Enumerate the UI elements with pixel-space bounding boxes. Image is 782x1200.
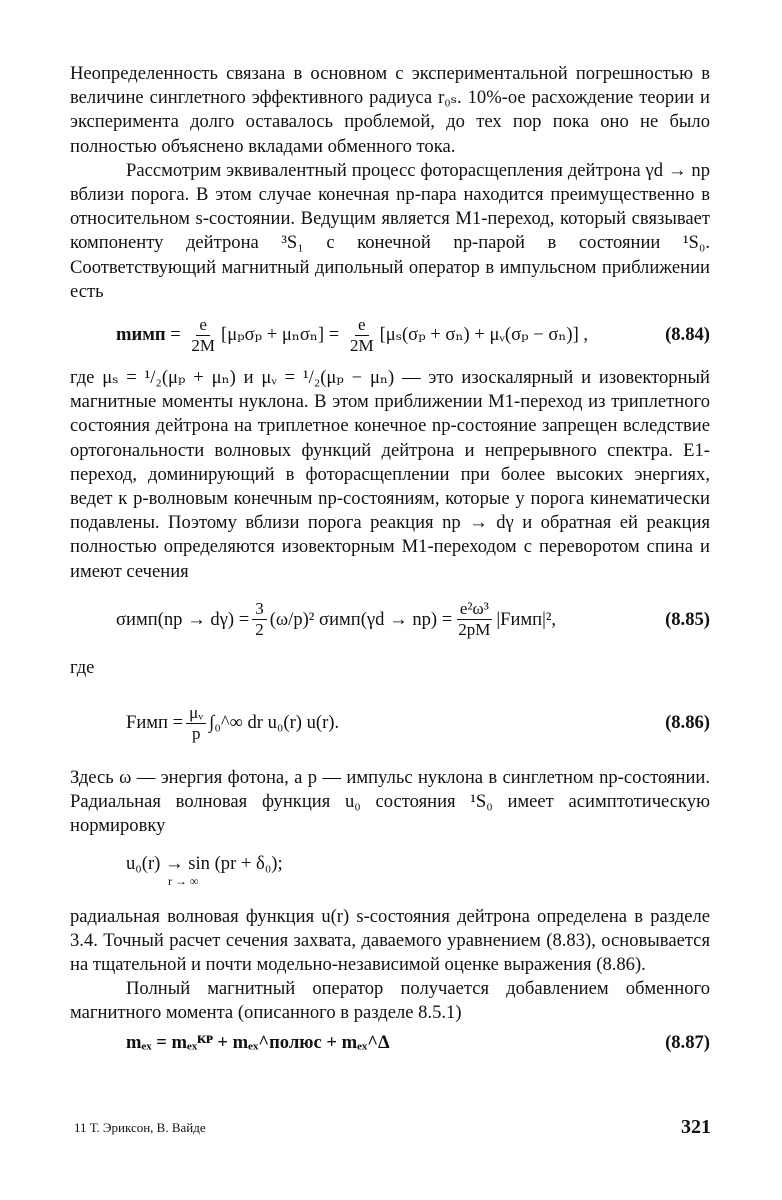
equation-8-86: [70, 680, 710, 766]
eq85-frac-2-den: 2pM: [458, 620, 491, 640]
eq84-frac-2: [347, 315, 377, 356]
eq86-lhs: Fимп =: [126, 712, 184, 734]
equation-number-8-87: (8.87): [665, 1031, 710, 1053]
page-number: 321: [681, 1116, 711, 1138]
eq84-lhs: mимп: [116, 324, 166, 346]
page-content: [70, 62, 710, 1060]
eq84-frac-1-den: 2M: [191, 335, 216, 355]
asym-lhs: u₀(r) → sin (pr + δ₀);: [126, 852, 283, 874]
eq85-lhs: σимп(np → dγ) =: [116, 608, 250, 630]
eq84-frac-2-num: e: [355, 315, 369, 336]
eq85-frac-1: [252, 599, 267, 640]
paragraph-6: радиальная волновая функция u(r) s-состояния дейтрона определена в разделе 3.4. Точный расчет сечения захвата, даваемого уравнением (8.83), основывается на тщательной и почти модельно-независимой оценке выражения (8.86).: [70, 905, 710, 976]
eq87-body: mₑₓ = mₑₓᴷᴾ + mₑₓ^полюс + mₑₓ^Δ: [126, 1031, 390, 1053]
eq84-mid-1: [μₚσₚ + μₙσₙ]: [221, 324, 325, 346]
paragraph-5: Здесь ω — энергия фотона, а p — импульс нуклона в синглетном np-состоянии. Радиальная волновая функция u₀ состояния ¹S₀ имеет асимптотическую нормировку: [70, 767, 710, 837]
equation-8-84: mимп = $\frac{e}{2M}$ [μₚσₚ + μₙσₙ] = $\frac{e}{2M}$ [μₛ(σₚ + σₙ) + μᵥ(σₚ − σₙ)] , (8.84): [116, 314, 710, 355]
paragraph-2: Рассмотрим эквивалентный процесс фоторасщепления дейтрона γd → np вблизи порога. В этом случае конечная np-пара находится преимущественно в относительном s-состоянии. Ведущим является M1-переход, который связывает компоненту дейтрона ³S₁ с конечной np-парой в состоянии ¹S₀. Соответствующий магнитный дипольный оператор в импульсном приближении есть: [70, 159, 710, 302]
asym-under: r → ∞: [168, 873, 199, 888]
eq85-paren: (ω/p)²: [269, 608, 315, 630]
eq85-frac-2-num: e²ω³: [457, 599, 492, 620]
eq84-mid-2: [μₛ(σₚ + σₙ) + μᵥ(σₚ − σₙ)] ,: [379, 324, 589, 346]
equation-number-8-84: (8.84): [665, 324, 710, 346]
eq86-integral: ∫₀^∞ dr u₀(r) u(r).: [209, 712, 340, 734]
equation-number-8-85: (8.85): [665, 608, 710, 630]
footer-author-signature: 11 Т. Эриксон, В. Вайде: [74, 1120, 206, 1135]
eq86-frac-den: p: [191, 723, 201, 743]
eq84-frac-1-num: e: [196, 315, 210, 336]
paragraph-3: где μₛ = ¹/₂(μₚ + μₙ) и μᵥ = ¹/₂(μₚ − μₙ) — это изоскалярный и изовекторный магнитные моменты нуклона. В этом приближении M1-переход из триплетного состояния дейтрона на триплетное конечное np-состояние запрещен вследствие ортогональности волновых функций дейтрона и непрерывного спектра. E1-переход, доминирующий в фоторасщеплении при более высоких энергиях, ведет к p-волновым конечным np-состояниям, которые у порога кинематически подавлены. Поэтому вблизи порога реакция np → dγ и обратная ей реакция полностью определяются изовекторным M1-переходом с переворотом спина и имеют сечения: [70, 367, 710, 582]
eq85-rhs: |Fимп|²,: [496, 608, 557, 630]
eq84-frac-1: [188, 315, 218, 356]
eq86-frac-num: μᵥ: [186, 703, 206, 724]
eq85-mid: σимп(γd → np) =: [319, 608, 453, 630]
equation-number-8-86: (8.86): [665, 712, 710, 734]
asymptotic-normalization: [70, 839, 710, 905]
equation-8-85: [70, 584, 710, 656]
eq86-frac: [186, 703, 206, 744]
paragraph-1: Неопределенность связана в основном с экспериментальной погрешностью в величине синглетного эффективного радиуса r₀ₛ. 10%-ое расхождение теории и эксперимента долго оставалось проблемой, до тех пор пока оно не было полностью объяснено вкладами обменного тока.: [70, 63, 710, 157]
eq85-frac-2: [455, 599, 493, 640]
paragraph-4: где: [70, 656, 95, 678]
paragraph-7: Полный магнитный оператор получается добавлением обменного магнитного момента (описанного в разделе 8.5.1): [70, 978, 710, 1024]
eq85-frac-1-den: 2: [255, 620, 264, 640]
eq85-frac-1-num: 3: [252, 599, 267, 620]
eq84-frac-2-den: 2M: [349, 335, 374, 355]
equation-8-87: [70, 1026, 710, 1060]
